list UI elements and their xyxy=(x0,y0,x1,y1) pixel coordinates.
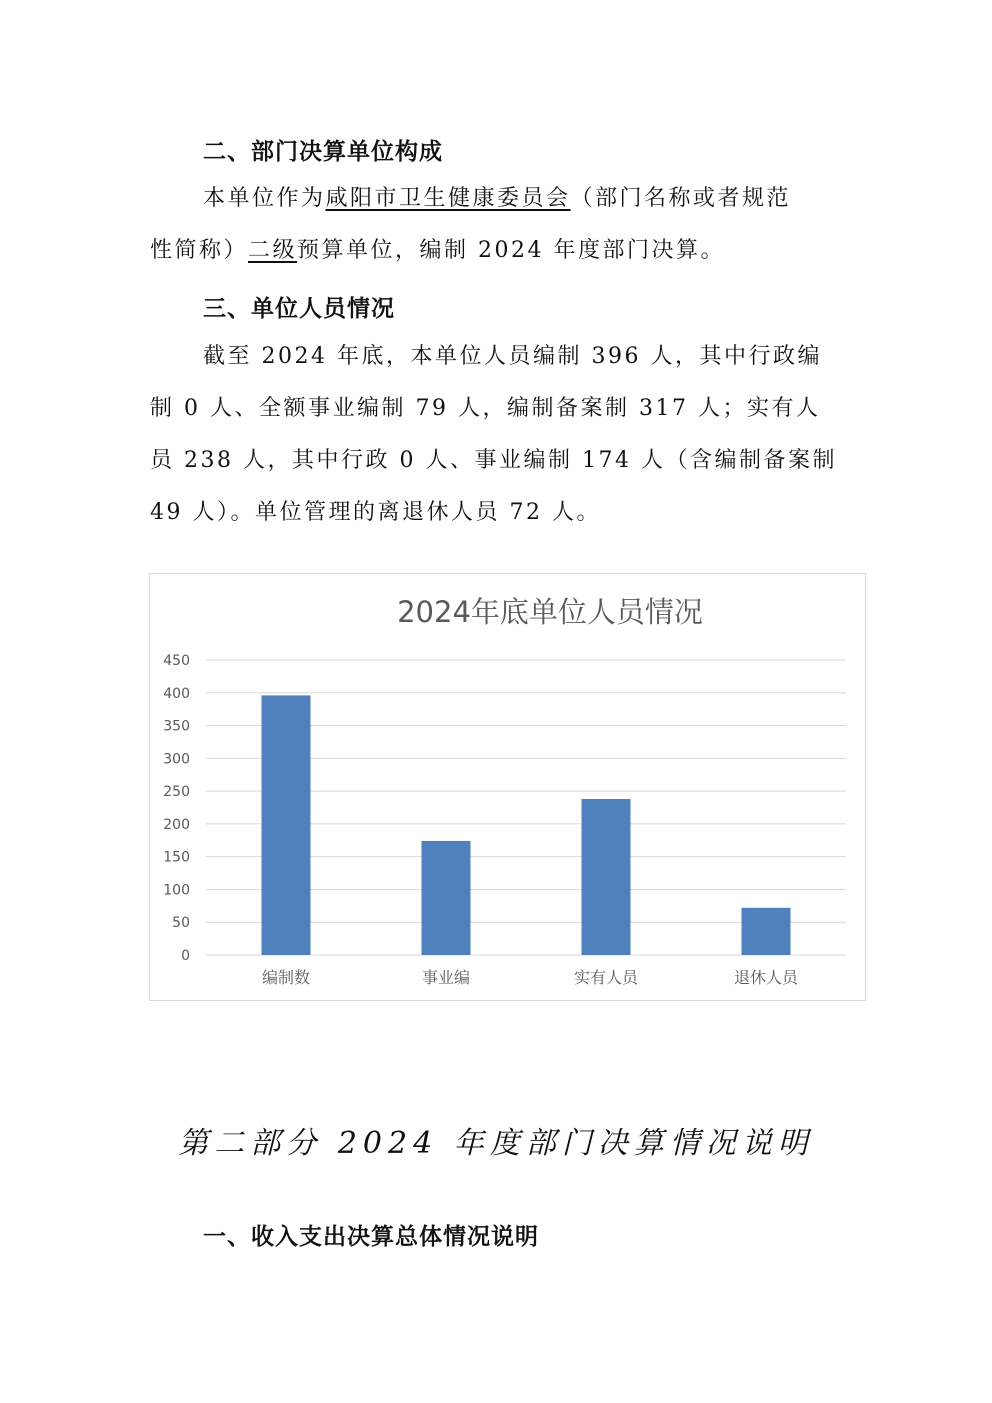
section3-line: 截至 2024 年底，本单位人员编制 396 人，其中行政编 xyxy=(203,344,822,369)
section3-heading: 三、单位人员情况 xyxy=(203,296,395,322)
bar-2 xyxy=(422,841,471,955)
y-tick-label: 400 xyxy=(163,685,190,702)
bar-1 xyxy=(262,695,311,955)
y-tick-label: 300 xyxy=(163,751,190,768)
y-tick-label: 150 xyxy=(163,849,190,866)
text-segment: 预算单位，编制 2024 年度部门决算。 xyxy=(297,238,726,263)
bar-4 xyxy=(742,908,791,955)
x-category-label: 退休人员 xyxy=(733,968,799,987)
y-tick-label: 0 xyxy=(181,948,190,964)
bar-3 xyxy=(582,799,631,955)
y-tick-label: 350 xyxy=(163,718,190,735)
text-segment: （部门名称或者规范 xyxy=(570,186,792,211)
section2-line2 xyxy=(150,225,850,277)
section3-line: 员 238 人，其中行政 0 人、事业编制 174 人（含编制备案制 xyxy=(150,448,837,473)
y-tick-label: 50 xyxy=(172,915,190,932)
department-name: 咸阳市卫生健康委员会 xyxy=(325,186,571,211)
part2-title: 第二部分 2024 年度部门决算情况说明 xyxy=(178,1126,814,1161)
x-category-label: 事业编 xyxy=(421,968,471,987)
bar-chart-svg xyxy=(150,574,865,1000)
chart-title: 2024年底单位人员情况 xyxy=(397,595,703,629)
section3-line: 49 人）。单位管理的离退休人员 72 人。 xyxy=(150,500,601,525)
staff-chart xyxy=(149,573,866,1001)
y-tick-label: 250 xyxy=(163,784,190,801)
section2-paragraph xyxy=(150,173,850,277)
text-segment: 本单位作为 xyxy=(203,186,326,211)
section3-line: 制 0 人、全额事业编制 79 人，编制备案制 317 人；实有人 xyxy=(150,396,821,421)
section3-paragraph xyxy=(150,331,850,539)
y-tick-label: 100 xyxy=(163,882,190,899)
section2-line1 xyxy=(150,173,850,225)
text-segment: 性简称） xyxy=(150,238,249,263)
section2-heading: 二、部门决算单位构成 xyxy=(203,139,443,165)
x-category-label: 编制数 xyxy=(261,968,311,987)
part2-heading1: 一、收入支出决算总体情况说明 xyxy=(203,1224,539,1250)
y-tick-label: 450 xyxy=(163,653,190,669)
budget-level: 二级 xyxy=(248,238,298,263)
y-tick-label: 200 xyxy=(163,816,190,833)
x-category-label: 实有人员 xyxy=(573,968,639,987)
